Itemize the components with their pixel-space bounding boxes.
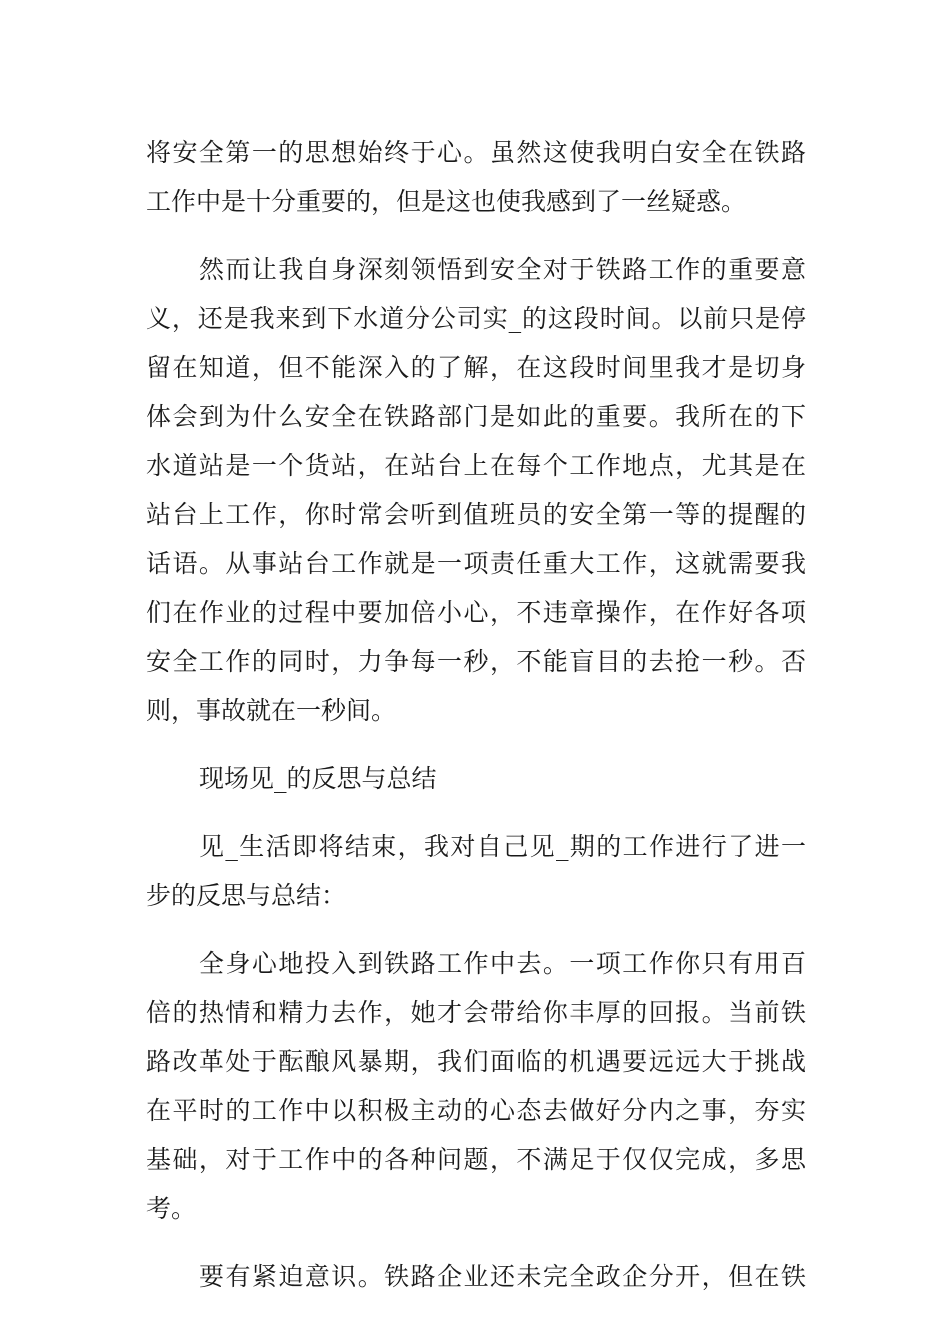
text-line: 安全工作的同时，力争每一秒，不能盲目的去抢一秒。否	[146, 647, 806, 676]
text-line: 见_生活即将结束，我对自己见_期的工作进行了进一	[199, 832, 806, 861]
text-line: 工作中是十分重要的，但是这也使我感到了一丝疑惑。	[146, 187, 747, 216]
text-line: 话语。从事站台工作就是一项责任重大工作，这就需要我	[146, 549, 806, 578]
text-line: 全身心地投入到铁路工作中去。一项工作你只有用百	[199, 949, 806, 978]
text-line: 在平时的工作中以积极主动的心态去做好分内之事，夯实	[146, 1096, 806, 1125]
text-line: 站台上工作，你时常会听到值班员的安全第一等的提醒的	[146, 500, 806, 529]
paragraph-gap	[146, 1233, 806, 1252]
text-line: 留在知道，但不能深入的了解，在这段时间里我才是切身	[146, 353, 806, 382]
section-heading: 现场见_的反思与总结	[199, 764, 437, 793]
text-line: 义，还是我来到下水道分公司实_的这段时间。以前只是停	[146, 304, 806, 333]
text-line: 考。	[146, 1194, 197, 1223]
text-line: 则，事故就在一秒间。	[146, 696, 397, 725]
text-line: 将安全第一的思想始终于心。虽然这使我明白安全在铁路	[146, 138, 806, 167]
text-line: 要有紧迫意识。铁路企业还未完全政企分开，但在铁	[199, 1262, 806, 1291]
paragraph-gap	[146, 735, 806, 754]
text-line: 倍的热情和精力去作，她才会带给你丰厚的回报。当前铁	[146, 998, 806, 1027]
text-line: 水道站是一个货站，在站台上在每个工作地点，尤其是在	[146, 451, 806, 480]
paragraph-gap	[146, 920, 806, 939]
document-body	[146, 128, 806, 1301]
text-line: 们在作业的过程中要加倍小心，不违章操作，在作好各项	[146, 598, 806, 627]
text-line: 体会到为什么安全在铁路部门是如此的重要。我所在的下	[146, 402, 806, 431]
text-line: 路改革处于酝酿风暴期，我们面临的机遇要远远大于挑战	[146, 1047, 806, 1076]
text-line: 然而让我自身深刻领悟到安全对于铁路工作的重要意	[199, 255, 806, 284]
paragraph-gap	[146, 226, 806, 245]
text-line: 基础，对于工作中的各种问题，不满足于仅仅完成，多思	[146, 1145, 806, 1174]
paragraph-gap	[146, 803, 806, 822]
text-line: 步的反思与总结：	[146, 881, 347, 910]
